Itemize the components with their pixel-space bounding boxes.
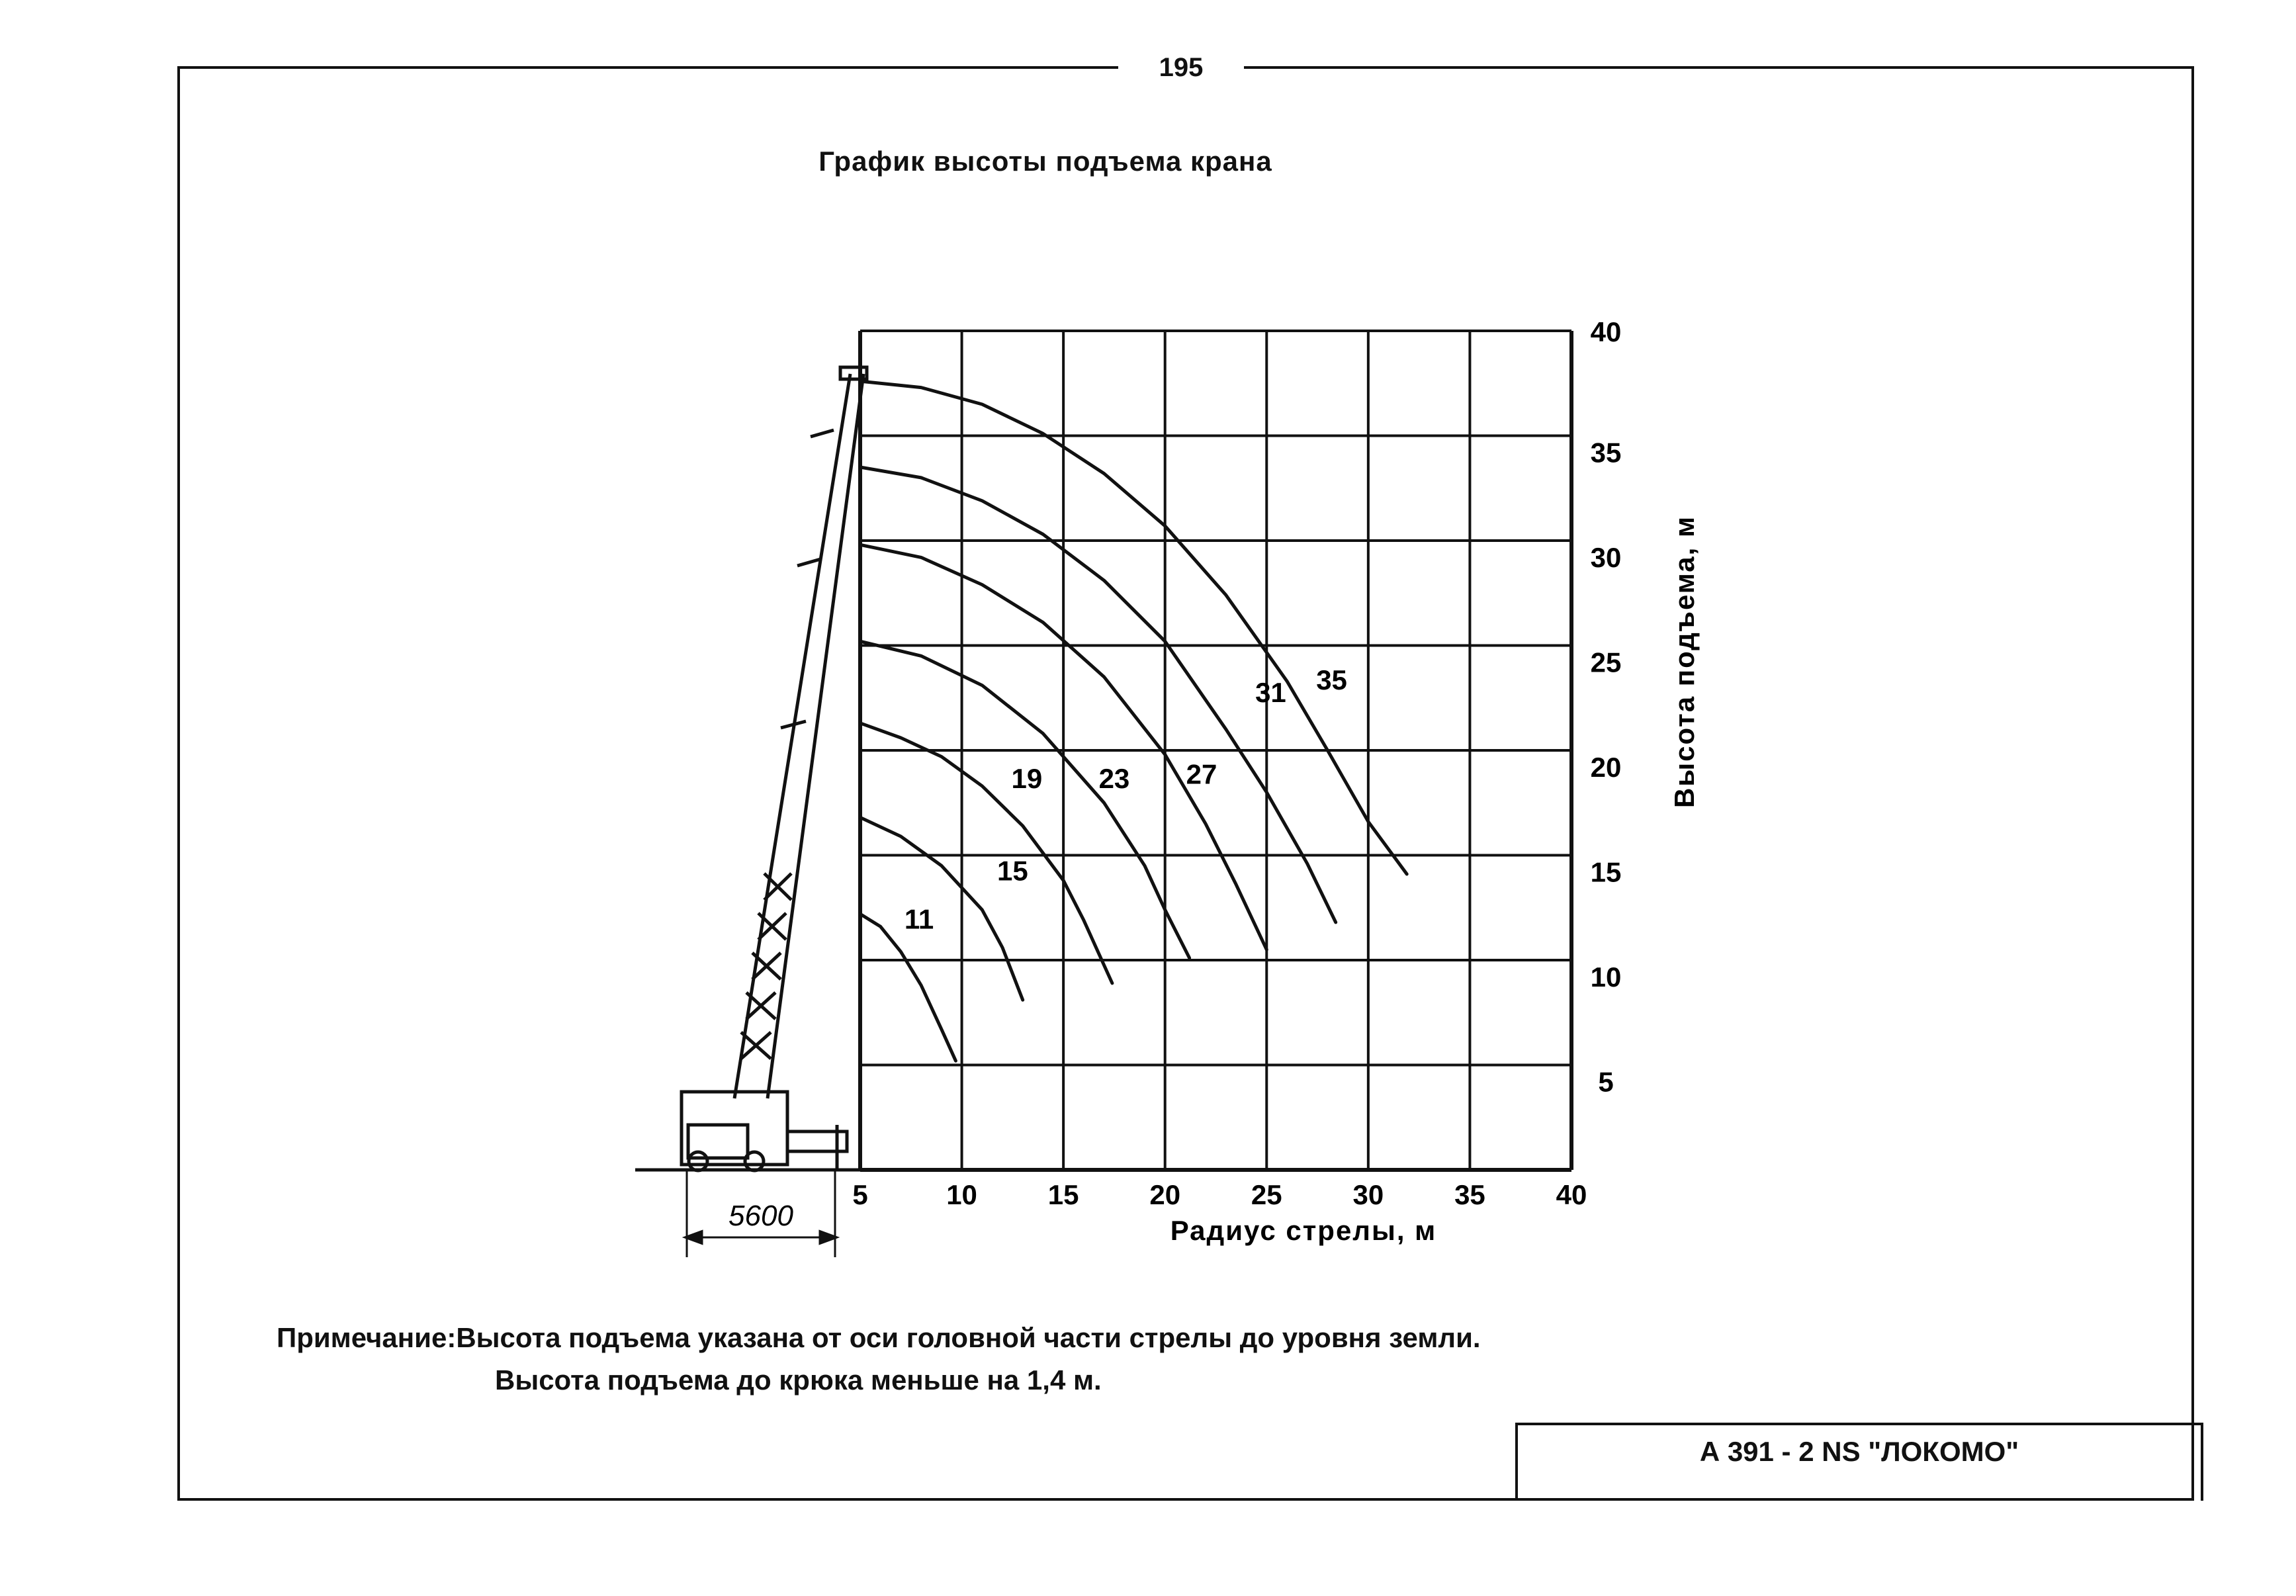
y-tick-label-35: 35	[1590, 437, 1622, 468]
y-tick-label-15: 15	[1590, 856, 1622, 888]
dimension-label: 5600	[729, 1200, 793, 1232]
series-line-19	[860, 723, 1112, 983]
boom-right-chord	[768, 374, 863, 1098]
series-label-11: 11	[904, 903, 934, 935]
y-tick-label-30: 30	[1590, 542, 1622, 573]
x-tick-label-5: 5	[852, 1179, 868, 1210]
y-tick-label-5: 5	[1598, 1066, 1614, 1098]
x-tick-label-20: 20	[1149, 1179, 1181, 1210]
boom-left-chord	[734, 374, 850, 1098]
crane-drawing	[635, 367, 867, 1257]
chart-ticks	[852, 316, 1621, 1210]
series-label-19: 19	[1011, 763, 1043, 795]
x-tick-label-25: 25	[1251, 1179, 1282, 1210]
model-stamp: А 391 - 2 NS "ЛОКОМО"	[1515, 1423, 2203, 1501]
series-line-11	[860, 914, 955, 1061]
series-line-15	[860, 817, 1023, 1000]
note	[277, 1317, 1481, 1401]
y-tick-label-10: 10	[1590, 961, 1622, 993]
x-tick-label-40: 40	[1556, 1179, 1587, 1210]
x-tick-label-10: 10	[946, 1179, 977, 1210]
crane-wheel-left	[689, 1152, 707, 1171]
page-number: 195	[1118, 52, 1244, 83]
y-axis-label: Высота подъема, м	[1669, 515, 1700, 809]
note-line-2: Высота подъема до крюка меньше на 1,4 м.	[495, 1364, 1102, 1396]
note-label: Примечание:	[277, 1322, 457, 1353]
x-axis-label: Радиус стрелы, м	[1170, 1215, 1437, 1246]
y-tick-label-40: 40	[1590, 316, 1622, 347]
crane-wheel-right	[745, 1152, 764, 1171]
series-label-15: 15	[996, 855, 1028, 887]
chart-title: График высоты подъема крана	[818, 146, 1272, 177]
y-tick-label-20: 20	[1590, 752, 1622, 783]
series-label-23: 23	[1098, 763, 1130, 795]
series-label-35: 35	[1316, 664, 1347, 696]
x-tick-label-35: 35	[1454, 1179, 1485, 1210]
series-label-31: 31	[1255, 677, 1286, 709]
y-tick-label-25: 25	[1590, 646, 1622, 678]
series-label-27: 27	[1186, 758, 1217, 790]
series-line-35	[860, 381, 1407, 874]
chart-grid	[860, 331, 1571, 1170]
x-tick-label-15: 15	[1047, 1179, 1079, 1210]
note-line-1: Высота подъема указана от оси головной части стрелы до уровня земли.	[456, 1322, 1481, 1353]
x-tick-label-30: 30	[1352, 1179, 1384, 1210]
